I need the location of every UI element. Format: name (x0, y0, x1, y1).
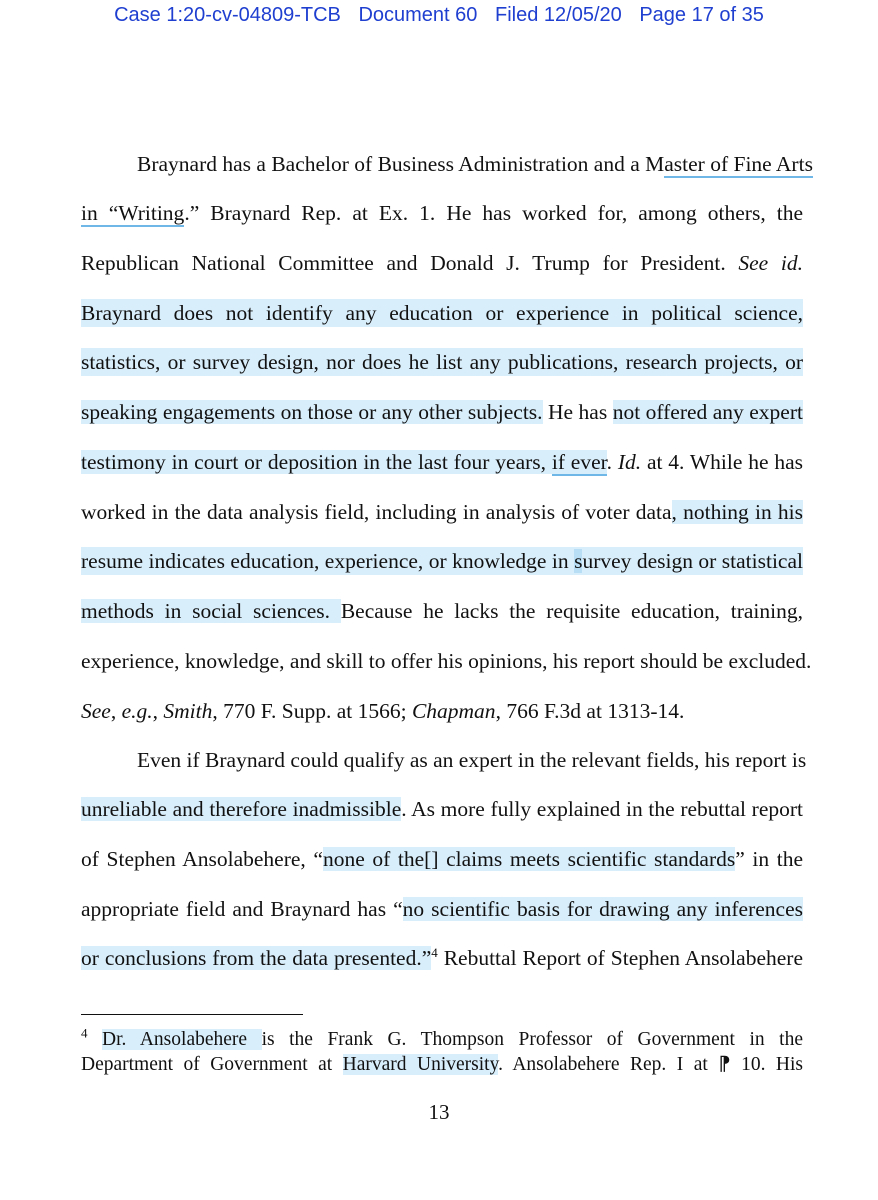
footnote-ref[interactable]: 4 (431, 944, 438, 960)
p2-line-5: or conclusions from the data presented.”$^4$ Rebuttal Report of Stephen Ansolabehere (81, 944, 803, 970)
highlight: Harvard University (342, 1054, 499, 1075)
p1-line-11: experience, knowledge, and skill to offer his opinions, his report should be excluded. (81, 649, 812, 673)
highlight-underline: in “Writing (81, 201, 185, 225)
highlight: no scientific basis for drawing any inferences (402, 897, 803, 921)
p1-line-5: statistics, or survey design, nor does he list any publications, research projects, or (81, 350, 803, 374)
case-number: Case 1:20-cv-04809-TCB (114, 4, 341, 26)
footnote-line-2: Department of Government at Harvard University. Ansolabehere Rep. I at ⁋ 10. His (81, 1054, 804, 1075)
highlight: testimony in court or deposition in the last four years, (81, 450, 552, 474)
p2-line-3: of Stephen Ansolabehere, “none of the[] claims meets scientific standards” in the (81, 847, 803, 871)
highlight: methods in social sciences. (81, 599, 341, 623)
p1-line-4: Braynard does not identify any education or experience in political science, (81, 301, 803, 325)
p1-line-6: speaking engagements on those or any other subjects. He has not offered any expert (81, 400, 803, 424)
p1-line-12: See, e.g., Smith, 770 F. Supp. at 1566; Chapman, 766 F.3d at 1313-14. (81, 699, 685, 723)
highlight: not offered any expert (612, 400, 803, 424)
filed-date: Filed 12/05/20 (494, 4, 622, 26)
page-of: Page 17 of 35 (639, 4, 764, 26)
highlight: unreliable and therefore inadmissible (81, 797, 402, 821)
footnote-marker: 4 (81, 1025, 88, 1041)
p1-line-3: Republican National Committee and Donald J. Trump for President. See id. (81, 251, 803, 275)
document-number: Document 60 (358, 4, 478, 26)
p2-line-4: appropriate field and Braynard has “no scientific basis for drawing any inferences (81, 897, 803, 921)
p1-line-1: Braynard has a Bachelor of Business Administration and a Master of Fine Arts (137, 152, 813, 176)
p2-line-2: unreliable and therefore inadmissible. As more fully explained in the rebuttal report (81, 797, 803, 821)
p1-line-2: in “Writing.” Braynard Rep. at Ex. 1. He has worked for, among others, the (81, 201, 803, 225)
p1-line-10: methods in social sciences. Because he lacks the requisite education, training, (81, 599, 804, 623)
highlight: Dr. Ansolabehere (102, 1029, 262, 1050)
footnote-line-1: $^4$ Dr. Ansolabehere is the Frank G. Thompson Professor of Government in the (81, 1025, 803, 1050)
highlight: none of the[] claims meets scientific standards (322, 847, 736, 871)
highlight: , nothing in his (671, 500, 803, 524)
highlight: speaking engagements on those or any other subjects. (81, 400, 543, 424)
highlight-underline: if ever (551, 450, 607, 474)
p1-line-7: testimony in court or deposition in the last four years, if ever. Id. at 4. While he has (81, 450, 803, 474)
footnote-rule (81, 1014, 303, 1015)
p1-line-9: resume indicates education, experience, or knowledge in survey design or statistical (81, 549, 803, 573)
case-header (0, 0, 878, 30)
highlight: or conclusions from the data presented.” (81, 946, 432, 970)
highlight-underline: aster of Fine Arts (664, 152, 813, 176)
p2-line-1: Even if Braynard could qualify as an expert in the relevant fields, his report is (137, 748, 807, 772)
p1-line-8: worked in the data analysis field, including in analysis of voter data, nothing in his (81, 500, 803, 524)
page-number: 13 (428, 1100, 450, 1124)
